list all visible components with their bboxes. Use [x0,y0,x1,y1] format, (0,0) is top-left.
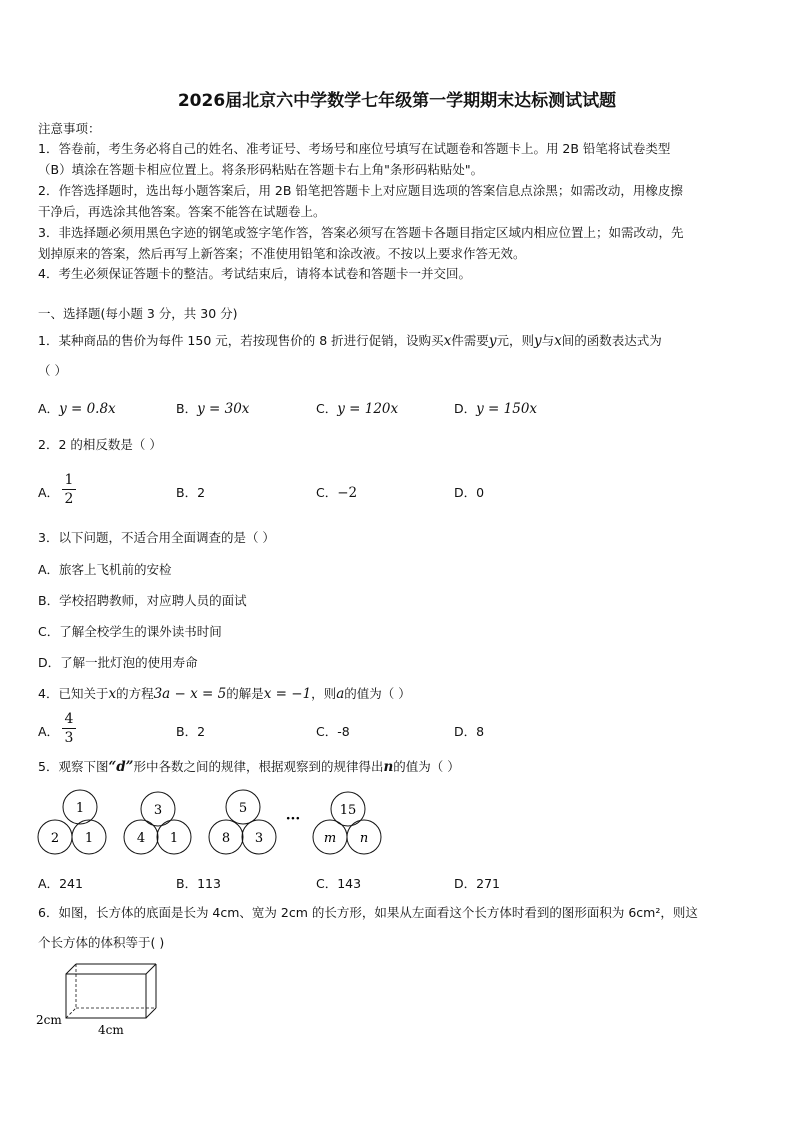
notice-line: 1．答卷前，考生务必将自己的姓名、准考证号、考场号和座位号填写在试题卷和答题卡上。用 2B 铅笔将试卷类型 [38,141,671,156]
fraction-denominator: 3 [64,730,74,746]
question-5-option-c: C．143 [316,876,362,891]
page-title: 2026届北京六中学数学七年级第一学期期末达标测试试题 [177,91,617,111]
circle-group-3 [209,790,276,854]
notice-line: （B）填涂在答题卡相应位置上。将条形码粘贴在答题卡右上角"条形码粘贴处"。 [38,162,484,177]
question-1-option-a: A．y = 0.8x [38,401,116,417]
circle-top-value: 15 [339,803,357,818]
question-5-option-b: B．113 [176,876,221,891]
circle-group-4 [313,792,381,854]
question-1-option-c: C．y = 120x [316,401,399,417]
notice-line: 干净后，再选涂其他答案。答案不能答在试题卷上。 [38,204,326,219]
circle-right-value: 3 [254,831,264,846]
circle-right-value: n [359,831,369,846]
question-3-option-b: B．学校招聘教师，对应聘人员的面试 [38,593,247,608]
notice-line: 2．作答选择题时，选出每小题答案后，用 2B 铅笔把答题卡上对应题目选项的答案信息点涂黑；如需改动，用橡皮擦 [38,183,683,198]
question-3-stem: 3．以下问题，不适合用全面调查的是（ ） [38,530,275,545]
question-2-stem: 2．2 的相反数是（ ） [38,437,162,452]
question-4-option-a-fraction [62,711,76,746]
ellipsis: ··· [285,811,301,827]
question-4-option-d: D．8 [454,724,485,739]
question-6-stem-line1: 6．如图，长方体的底面是长为 4cm、宽为 2cm 的长方形，如果从左面看这个长方体时看到的图形面积为 6cm²，则这 [38,905,698,920]
circle-left-value: 2 [50,831,60,846]
question-3-option-d: D．了解一批灯泡的使用寿命 [38,655,198,670]
question-3-option-c: C．了解全校学生的课外读书时间 [38,624,222,639]
fraction-numerator: 4 [64,711,74,727]
circle-group-1 [38,790,106,854]
fraction-numerator: 1 [64,472,74,488]
question-6-cuboid-figure [36,960,166,1040]
question-2-option-a-fraction [62,472,76,507]
question-2-option-b: B．2 [176,485,206,500]
cuboid-width-label: 2cm [36,1013,62,1027]
question-2-option-d: D．0 [454,485,485,500]
question-6-stem-line2: 个长方体的体积等于( ) [38,935,165,950]
circle-right-value: 1 [169,831,179,846]
notice-line: 3．非选择题必须用黑色字迹的钢笔或签字笔作答，答案必须写在答题卡各题目指定区域内相应位置上；如需改动，先 [38,225,684,240]
question-4-stem: 4．已知关于x的方程3a − x = 5的解是x = −1，则a的值为（ ） [38,686,411,702]
question-5-stem: 5．观察下图“d”形中各数之间的规律，根据观察到的规律得出n的值为（ ） [38,759,460,775]
fraction-denominator: 2 [64,491,74,507]
circle-right-value: 1 [84,831,94,846]
question-1-option-b: B．y = 30x [176,401,250,417]
cuboid-edge [146,1008,156,1018]
question-1-paren: （ ） [38,363,67,378]
fraction-bar [62,728,76,729]
circle-top-value: 3 [153,803,163,818]
question-5-figure [30,786,400,866]
question-2-option-c: C．−2 [316,485,358,501]
cuboid-edge [66,964,76,974]
circle-top-value: 5 [238,801,248,816]
fraction-bar [62,489,76,490]
cuboid-hidden-edge [66,1008,76,1018]
question-4-option-b: B．2 [176,724,206,739]
question-4-option-a-label: A． [38,724,60,739]
section-heading: 一、选择题(每小题 3 分，共 30 分) [38,306,238,321]
question-4-option-c: C．-8 [316,724,350,739]
circle-left-value: 8 [221,831,231,846]
circle-left-value: 4 [136,831,146,846]
question-2-option-a-label: A． [38,485,60,500]
circle-group-2 [124,792,191,854]
notice-line: 4．考生必须保证答题卡的整洁。考试结束后，请将本试卷和答题卡一并交回。 [38,266,471,281]
question-3-option-a: A．旅客上飞机前的安检 [38,562,172,577]
notice-line: 划掉原来的答案，然后再写上新答案；不准使用铅笔和涂改液。不按以上要求作答无效。 [38,246,526,261]
question-5-option-d: D．271 [454,876,500,891]
question-1-option-d: D．y = 150x [454,401,538,417]
notice-heading: 注意事项： [38,121,101,136]
circle-left-value: m [323,831,337,846]
cuboid-front-face [66,974,146,1018]
cuboid-length-label: 4cm [98,1023,124,1037]
question-5-option-a: A．241 [38,876,83,891]
circle-top-value: 1 [75,801,85,816]
question-1-stem: 1．某种商品的售价为每件 150 元，若按现售价的 8 折进行促销，设购买x件需要y元，则y与x间的函数表达式为 [38,333,662,349]
cuboid-edge [146,964,156,974]
